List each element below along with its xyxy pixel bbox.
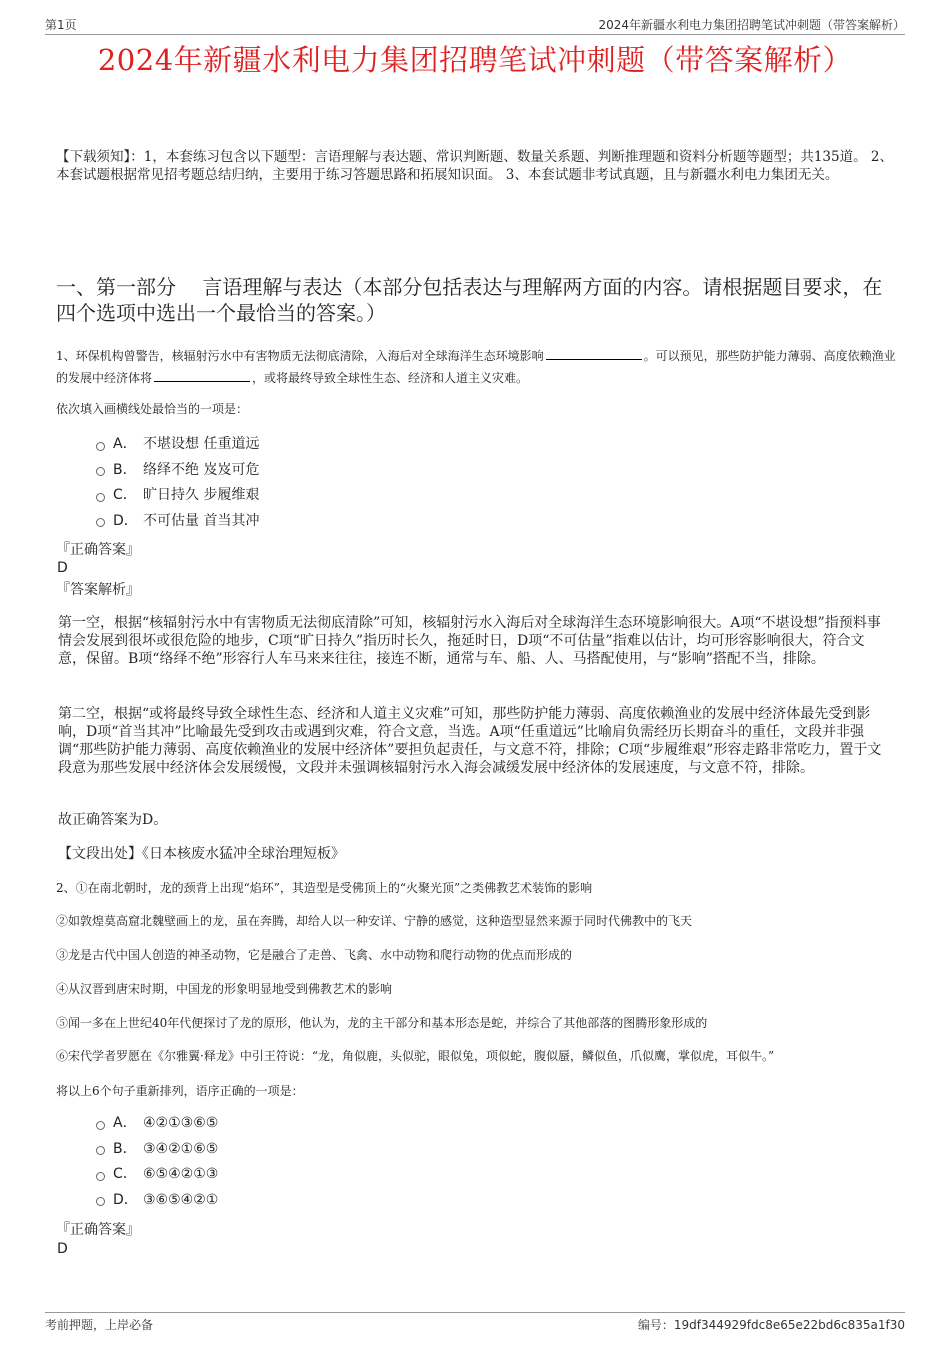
radio-icon[interactable]: [96, 1146, 105, 1155]
question-2-line: 2、①在南北朝时，龙的颈背上出现“焰环”，其造型是受佛顶上的“火聚光顶”之类佛教艺术装饰的影响: [56, 881, 593, 895]
question-2-line: ⑥宋代学者罗愿在《尔雅翼·释龙》中引王符说：“龙，角似鹿，头似驼，眼似兔，项似蛇，腹似蜃，鳞似鱼，爪似鹰，掌似虎，耳似牛。”: [56, 1049, 775, 1063]
radio-icon[interactable]: [96, 493, 105, 502]
analysis-conclusion: 故正确答案为D。: [58, 812, 168, 828]
answer-label: 『正确答案』: [56, 542, 140, 558]
text-source: 【文段出处】《日本核废水猛冲全球治理短板》: [58, 846, 345, 862]
analysis-paragraph-2: 第二空，根据“或将最终导致全球性生态、经济和人道主义灾难”可知，那些防护能力薄弱、高度依赖渔业的发展中经济体最先受到影响，D项“首当其冲”比喻最先受到攻击或遇到灾难，符合文意，当选。A项“任重道远”比喻肩负需经历长期奋斗的重任，文段并非强调“那些防护能力薄弱、高度依赖渔业的发展中经济体”要担负起责任，与文意不符，排除；C项“步履维艰”形容走路非常吃力，置于文段意为那些发展中经济体会发展缓慢，文段并未强调核辐射污水入海会减缓发展中经济体的发展速度，与文意不符，排除。: [58, 706, 882, 776]
question-2-line: ⑤闻一多在上世纪40年代便探讨了龙的原形，他认为，龙的主干部分和基本形态是蛇，并综合了其他部落的图腾形象形成的: [56, 1016, 708, 1030]
option-c[interactable]: C． ⑥⑤④②①③: [96, 1162, 218, 1188]
question-2-instruction: 将以上6个句子重新排列，语序正确的一项是：: [56, 1084, 304, 1098]
radio-icon[interactable]: [96, 467, 105, 476]
radio-icon[interactable]: [96, 1172, 105, 1181]
option-a[interactable]: A． 不堪设想 任重道远: [96, 432, 259, 458]
header-doc-title: 2024年新疆水利电力集团招聘笔试冲刺题（带答案解析）: [598, 18, 905, 32]
option-b[interactable]: B． 络绎不绝 岌岌可危: [96, 458, 259, 484]
answer-value: D: [57, 560, 68, 576]
option-c[interactable]: C． 旷日持久 步履维艰: [96, 483, 259, 509]
question-2-line: ③龙是古代中国人创造的神圣动物，它是融合了走兽、飞禽、水中动物和爬行动物的优点而形成的: [56, 948, 573, 962]
fill-blank: [546, 347, 642, 360]
question-2-line: ④从汉晋到唐宋时期，中国龙的形象明显地受到佛教艺术的影响: [56, 982, 393, 996]
analysis-paragraph-1: 第一空，根据“核辐射污水中有害物质无法彻底清除”可知，核辐射污水入海后对全球海洋生态环境影响很大。A项“不堪设想”指预料事情会发展到很坏或很危险的地步，C项“旷日持久”指历时长久，拖延时日，D项“不可估量”指难以估计，均可形容影响很大，符合文意，保留。B项“络绎不绝”形容行人车马来来往往，接连不断，通常与车、船、人、马搭配使用，与“影响”搭配不当，排除。: [58, 615, 881, 667]
radio-icon[interactable]: [96, 442, 105, 451]
fill-blank: [154, 369, 250, 382]
option-b[interactable]: B． ③④②①⑥⑤: [96, 1137, 218, 1163]
question-1-stem: 1、环保机构曾警告，核辐射污水中有害物质无法彻底清除，入海后对全球海洋生态环境影响 。可以预见，那些防护能力薄弱、高度依赖渔业的发展中经济体将 ，或将最终导致全球性生态、经济和人道主义灾难。: [56, 349, 896, 385]
question-1-options: [96, 432, 259, 534]
answer-value: D: [57, 1241, 68, 1257]
answer-label: 『正确答案』: [56, 1222, 140, 1238]
question-1-instruction: 依次填入画横线处最恰当的一项是：: [56, 402, 249, 416]
document-title: 2024年新疆水利电力集团招聘笔试冲刺题（带答案解析）: [97, 43, 853, 77]
option-a[interactable]: A． ④②①③⑥⑤: [96, 1111, 218, 1137]
radio-icon[interactable]: [96, 518, 105, 527]
question-2-line: ②如敦煌莫高窟北魏壁画上的龙，虽在奔腾，却给人以一种安详、宁静的感觉，这种造型显然来源于同时代佛教中的飞天: [56, 914, 693, 928]
section-heading: 一、第一部分 言语理解与表达（本部分包括表达与理解两方面的内容。请根据题目要求，在四个选项中选出一个最恰当的答案。）: [56, 275, 883, 325]
download-notice: 【下载须知】：1，本套练习包含以下题型：言语理解与表达题、常识判断题、数量关系题、判断推理题和资料分析题等题型；共135道。 2、本套试题根据常见招考题总结归纳，主要用于练习答题思路和拓展知识面。 3、本套试题非考试真题，且与新疆水利电力集团无关。: [56, 149, 893, 183]
analysis-label: 『答案解析』: [56, 582, 140, 598]
page-header: [45, 14, 905, 35]
radio-icon[interactable]: [96, 1121, 105, 1130]
page-footer: [45, 1312, 905, 1333]
footer-code: 编号：19df344929fdc8e65e22bd6c835a1f30: [637, 1318, 905, 1332]
page-number: 第1页: [45, 18, 77, 32]
option-d[interactable]: D． ③⑥⑤④②①: [96, 1188, 218, 1214]
radio-icon[interactable]: [96, 1197, 105, 1206]
option-d[interactable]: D． 不可估量 首当其冲: [96, 509, 259, 535]
question-2-options: [96, 1111, 218, 1213]
footer-slogan: 考前押题，上岸必备: [45, 1318, 154, 1332]
